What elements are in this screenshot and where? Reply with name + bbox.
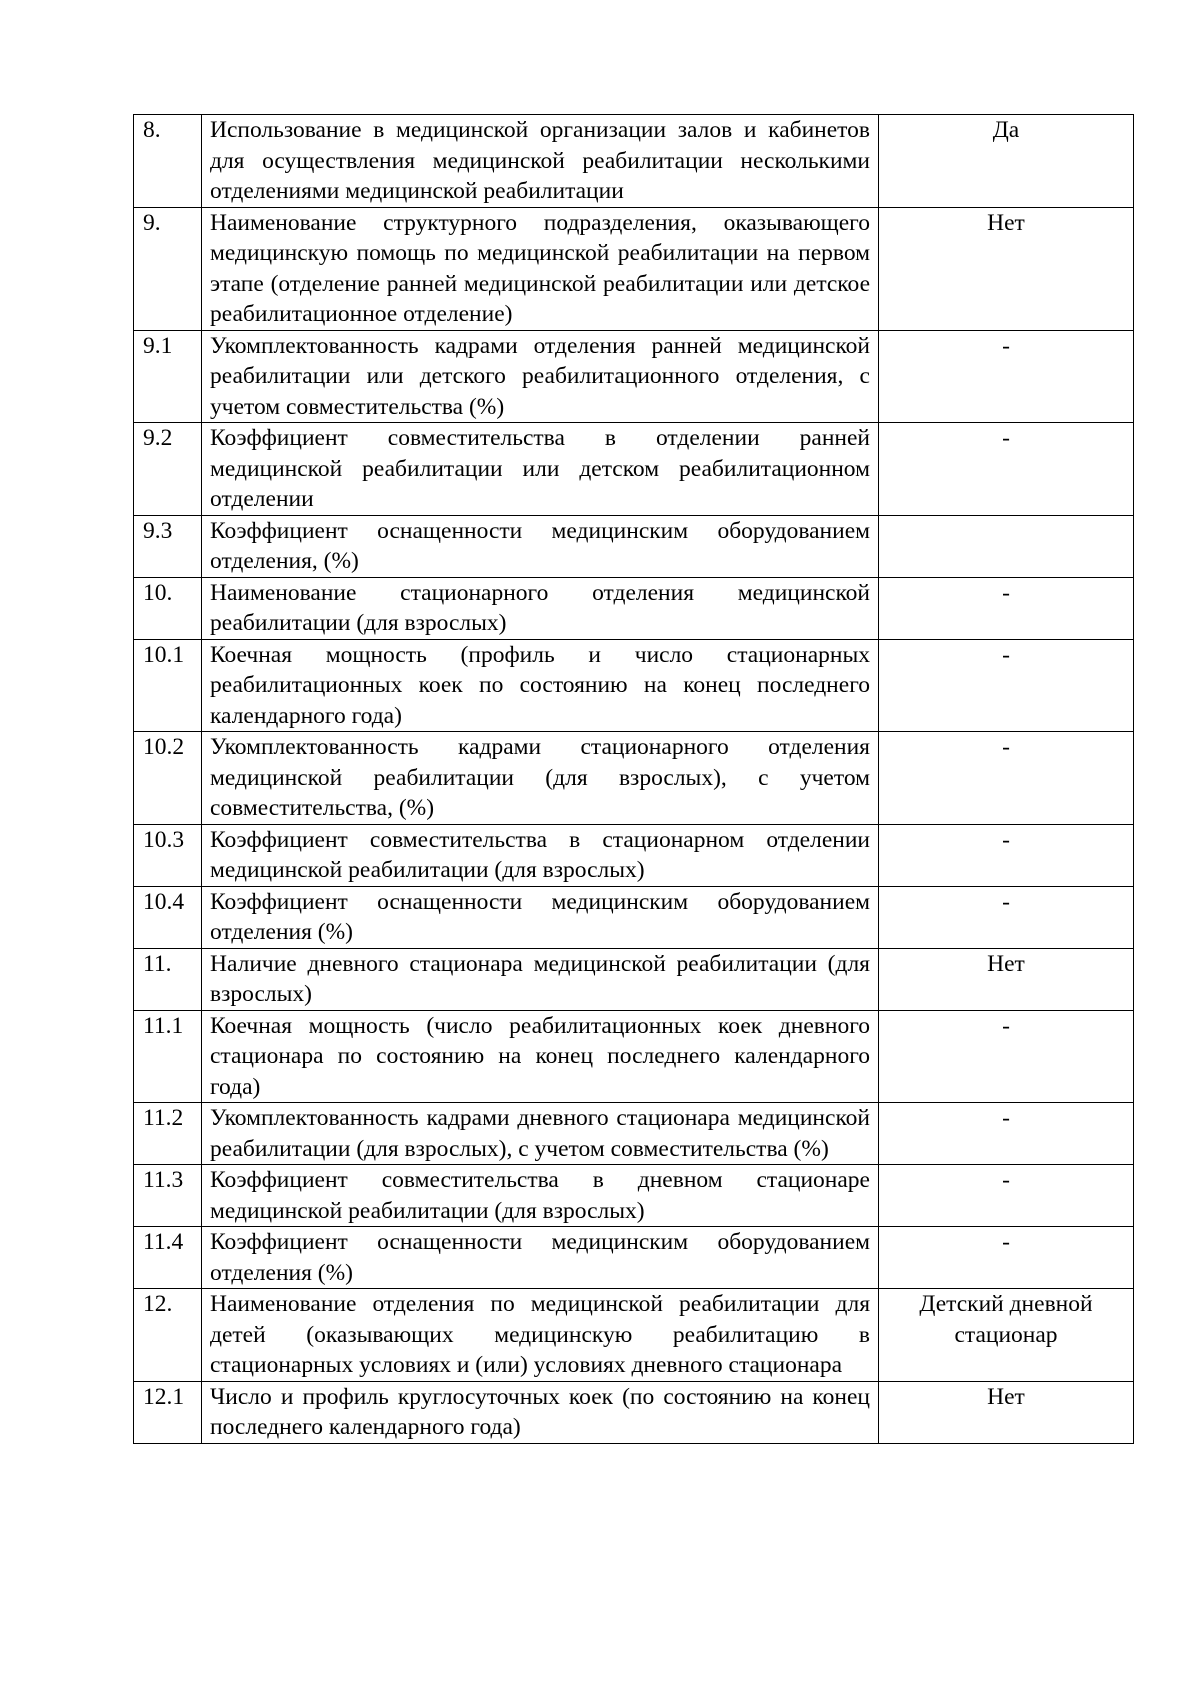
row-description: Коэффициент совместительства в дневном стационаре медицинской реабилитации (для взрослых) — [202, 1165, 879, 1227]
row-value: - — [879, 577, 1134, 639]
row-number: 11.3 — [134, 1165, 202, 1227]
row-number: 10. — [134, 577, 202, 639]
indicators-table — [133, 114, 1134, 1444]
table-row — [134, 1165, 1134, 1227]
row-number: 9.3 — [134, 515, 202, 577]
row-number: 9. — [134, 207, 202, 330]
row-description: Коечная мощность (число реабилитационных коек дневного стационара по состоянию на конец последнего календарного года) — [202, 1010, 879, 1103]
row-description: Укомплектованность кадрами стационарного отделения медицинской реабилитации (для взрослых), с учетом совместительства, (%) — [202, 732, 879, 825]
row-description: Наличие дневного стационара медицинской реабилитации (для взрослых) — [202, 948, 879, 1010]
row-value: Нет — [879, 207, 1134, 330]
row-value: - — [879, 1165, 1134, 1227]
row-number: 11. — [134, 948, 202, 1010]
row-value: - — [879, 886, 1134, 948]
table-row — [134, 115, 1134, 208]
row-description: Коечная мощность (профиль и число стационарных реабилитационных коек по состоянию на конец последнего календарного года) — [202, 639, 879, 732]
row-value: - — [879, 423, 1134, 516]
row-number: 10.1 — [134, 639, 202, 732]
row-description: Укомплектованность кадрами отделения ранней медицинской реабилитации или детского реабилитационного отделения, с учетом совместительства (%) — [202, 330, 879, 423]
table-row — [134, 207, 1134, 330]
row-value: - — [879, 330, 1134, 423]
row-description: Наименование стационарного отделения медицинской реабилитации (для взрослых) — [202, 577, 879, 639]
table-row — [134, 423, 1134, 516]
row-description: Коэффициент оснащенности медицинским оборудованием отделения, (%) — [202, 515, 879, 577]
row-description: Наименование отделения по медицинской реабилитации для детей (оказывающих медицинскую реабилитацию в стационарных условиях и (или) условиях дневного стационара — [202, 1289, 879, 1382]
table-row — [134, 577, 1134, 639]
table-row — [134, 330, 1134, 423]
table-row — [134, 886, 1134, 948]
row-value: - — [879, 732, 1134, 825]
row-description: Коэффициент оснащенности медицинским оборудованием отделения (%) — [202, 886, 879, 948]
table-row — [134, 1227, 1134, 1289]
row-description: Использование в медицинской организации залов и кабинетов для осуществления медицинской реабилитации несколькими отделениями медицинской реабилитации — [202, 115, 879, 208]
table-row — [134, 1381, 1134, 1443]
row-value: Нет — [879, 948, 1134, 1010]
row-number: 9.1 — [134, 330, 202, 423]
row-number: 10.3 — [134, 824, 202, 886]
row-description: Число и профиль круглосуточных коек (по состоянию на конец последнего календарного года) — [202, 1381, 879, 1443]
row-number: 11.4 — [134, 1227, 202, 1289]
row-description: Коэффициент совместительства в отделении ранней медицинской реабилитации или детском реабилитационном отделении — [202, 423, 879, 516]
table-row — [134, 732, 1134, 825]
row-number: 8. — [134, 115, 202, 208]
table-row — [134, 1010, 1134, 1103]
row-number: 11.2 — [134, 1103, 202, 1165]
table-row — [134, 639, 1134, 732]
row-number: 12. — [134, 1289, 202, 1382]
row-value: Да — [879, 115, 1134, 208]
row-description: Укомплектованность кадрами дневного стационара медицинской реабилитации (для взрослых), с учетом совместительства (%) — [202, 1103, 879, 1165]
row-value: - — [879, 1227, 1134, 1289]
row-value: - — [879, 824, 1134, 886]
row-value: - — [879, 1010, 1134, 1103]
table-row — [134, 515, 1134, 577]
row-value — [879, 515, 1134, 577]
row-number: 9.2 — [134, 423, 202, 516]
table-row — [134, 1289, 1134, 1382]
table-row — [134, 948, 1134, 1010]
row-value: - — [879, 1103, 1134, 1165]
table-row — [134, 1103, 1134, 1165]
row-description: Коэффициент совместительства в стационарном отделении медицинской реабилитации (для взрослых) — [202, 824, 879, 886]
table-row — [134, 824, 1134, 886]
row-number: 10.2 — [134, 732, 202, 825]
row-number: 12.1 — [134, 1381, 202, 1443]
row-value: - — [879, 639, 1134, 732]
row-description: Коэффициент оснащенности медицинским оборудованием отделения (%) — [202, 1227, 879, 1289]
row-description: Наименование структурного подразделения, оказывающего медицинскую помощь по медицинской реабилитации на первом этапе (отделение ранней медицинской реабилитации или детское реабилитационное отделение) — [202, 207, 879, 330]
row-value: Нет — [879, 1381, 1134, 1443]
row-number: 10.4 — [134, 886, 202, 948]
row-value: Детский дневной стационар — [879, 1289, 1134, 1382]
row-number: 11.1 — [134, 1010, 202, 1103]
